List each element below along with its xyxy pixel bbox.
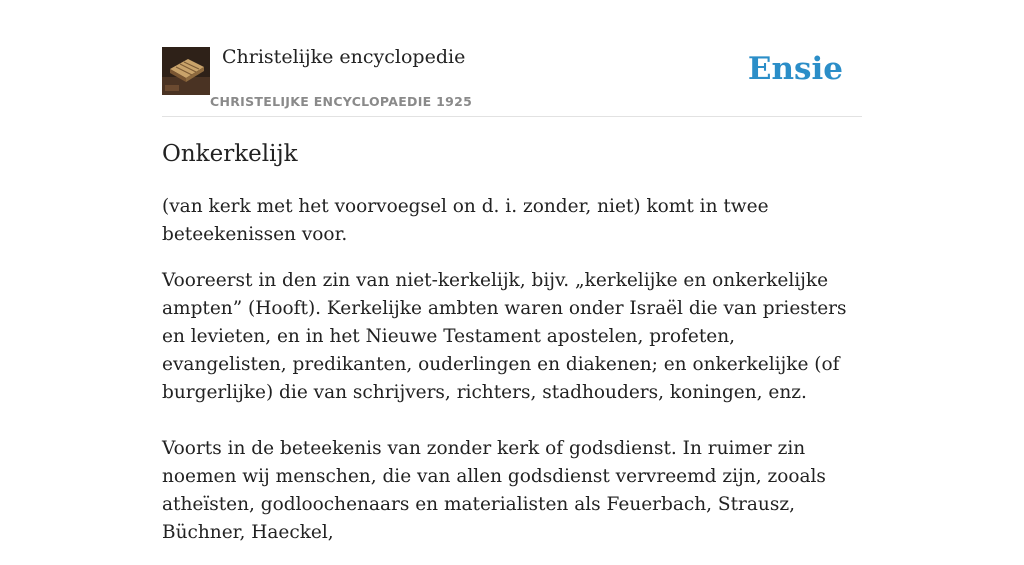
site-title[interactable]: Christelijke encyclopedie [222, 46, 466, 68]
article [162, 138, 862, 565]
article-paragraph: Vooreerst in den zin van niet-kerkelijk, bijv. „kerkelijke en onkerkelijke ampten” (Hooft). Kerkelijke ambten waren onder Israël die van priesters en levieten, en in het Nieuwe Testament apostelen, profeten, evangelisten, predikanten, ouderlingen en diakenen; en onkerkelijke (of burgerlijke) die van schrijvers, richters, stadhouders, koningen, enz. [162, 270, 847, 403]
article-title: Onkerkelijk [162, 141, 298, 167]
site-header [162, 0, 862, 117]
book-icon[interactable] [162, 47, 210, 95]
brand-logo[interactable]: Ensie [747, 51, 843, 87]
article-paragraph: (van kerk met het voorvoegsel on d. i. zonder, niet) komt in twee beteekenissen voor. [162, 196, 769, 245]
site-subtitle[interactable]: CHRISTELIJKE ENCYCLOPAEDIE 1925 [210, 94, 473, 109]
article-paragraph: Voorts in de beteekenis van zonder kerk of godsdienst. In ruimer zin noemen wij menschen, die van allen godsdienst vervreemd zijn, zooals atheïsten, godloochenaars en materialisten als Feuerbach, Strausz, Büchner, Haeckel, [162, 438, 826, 543]
